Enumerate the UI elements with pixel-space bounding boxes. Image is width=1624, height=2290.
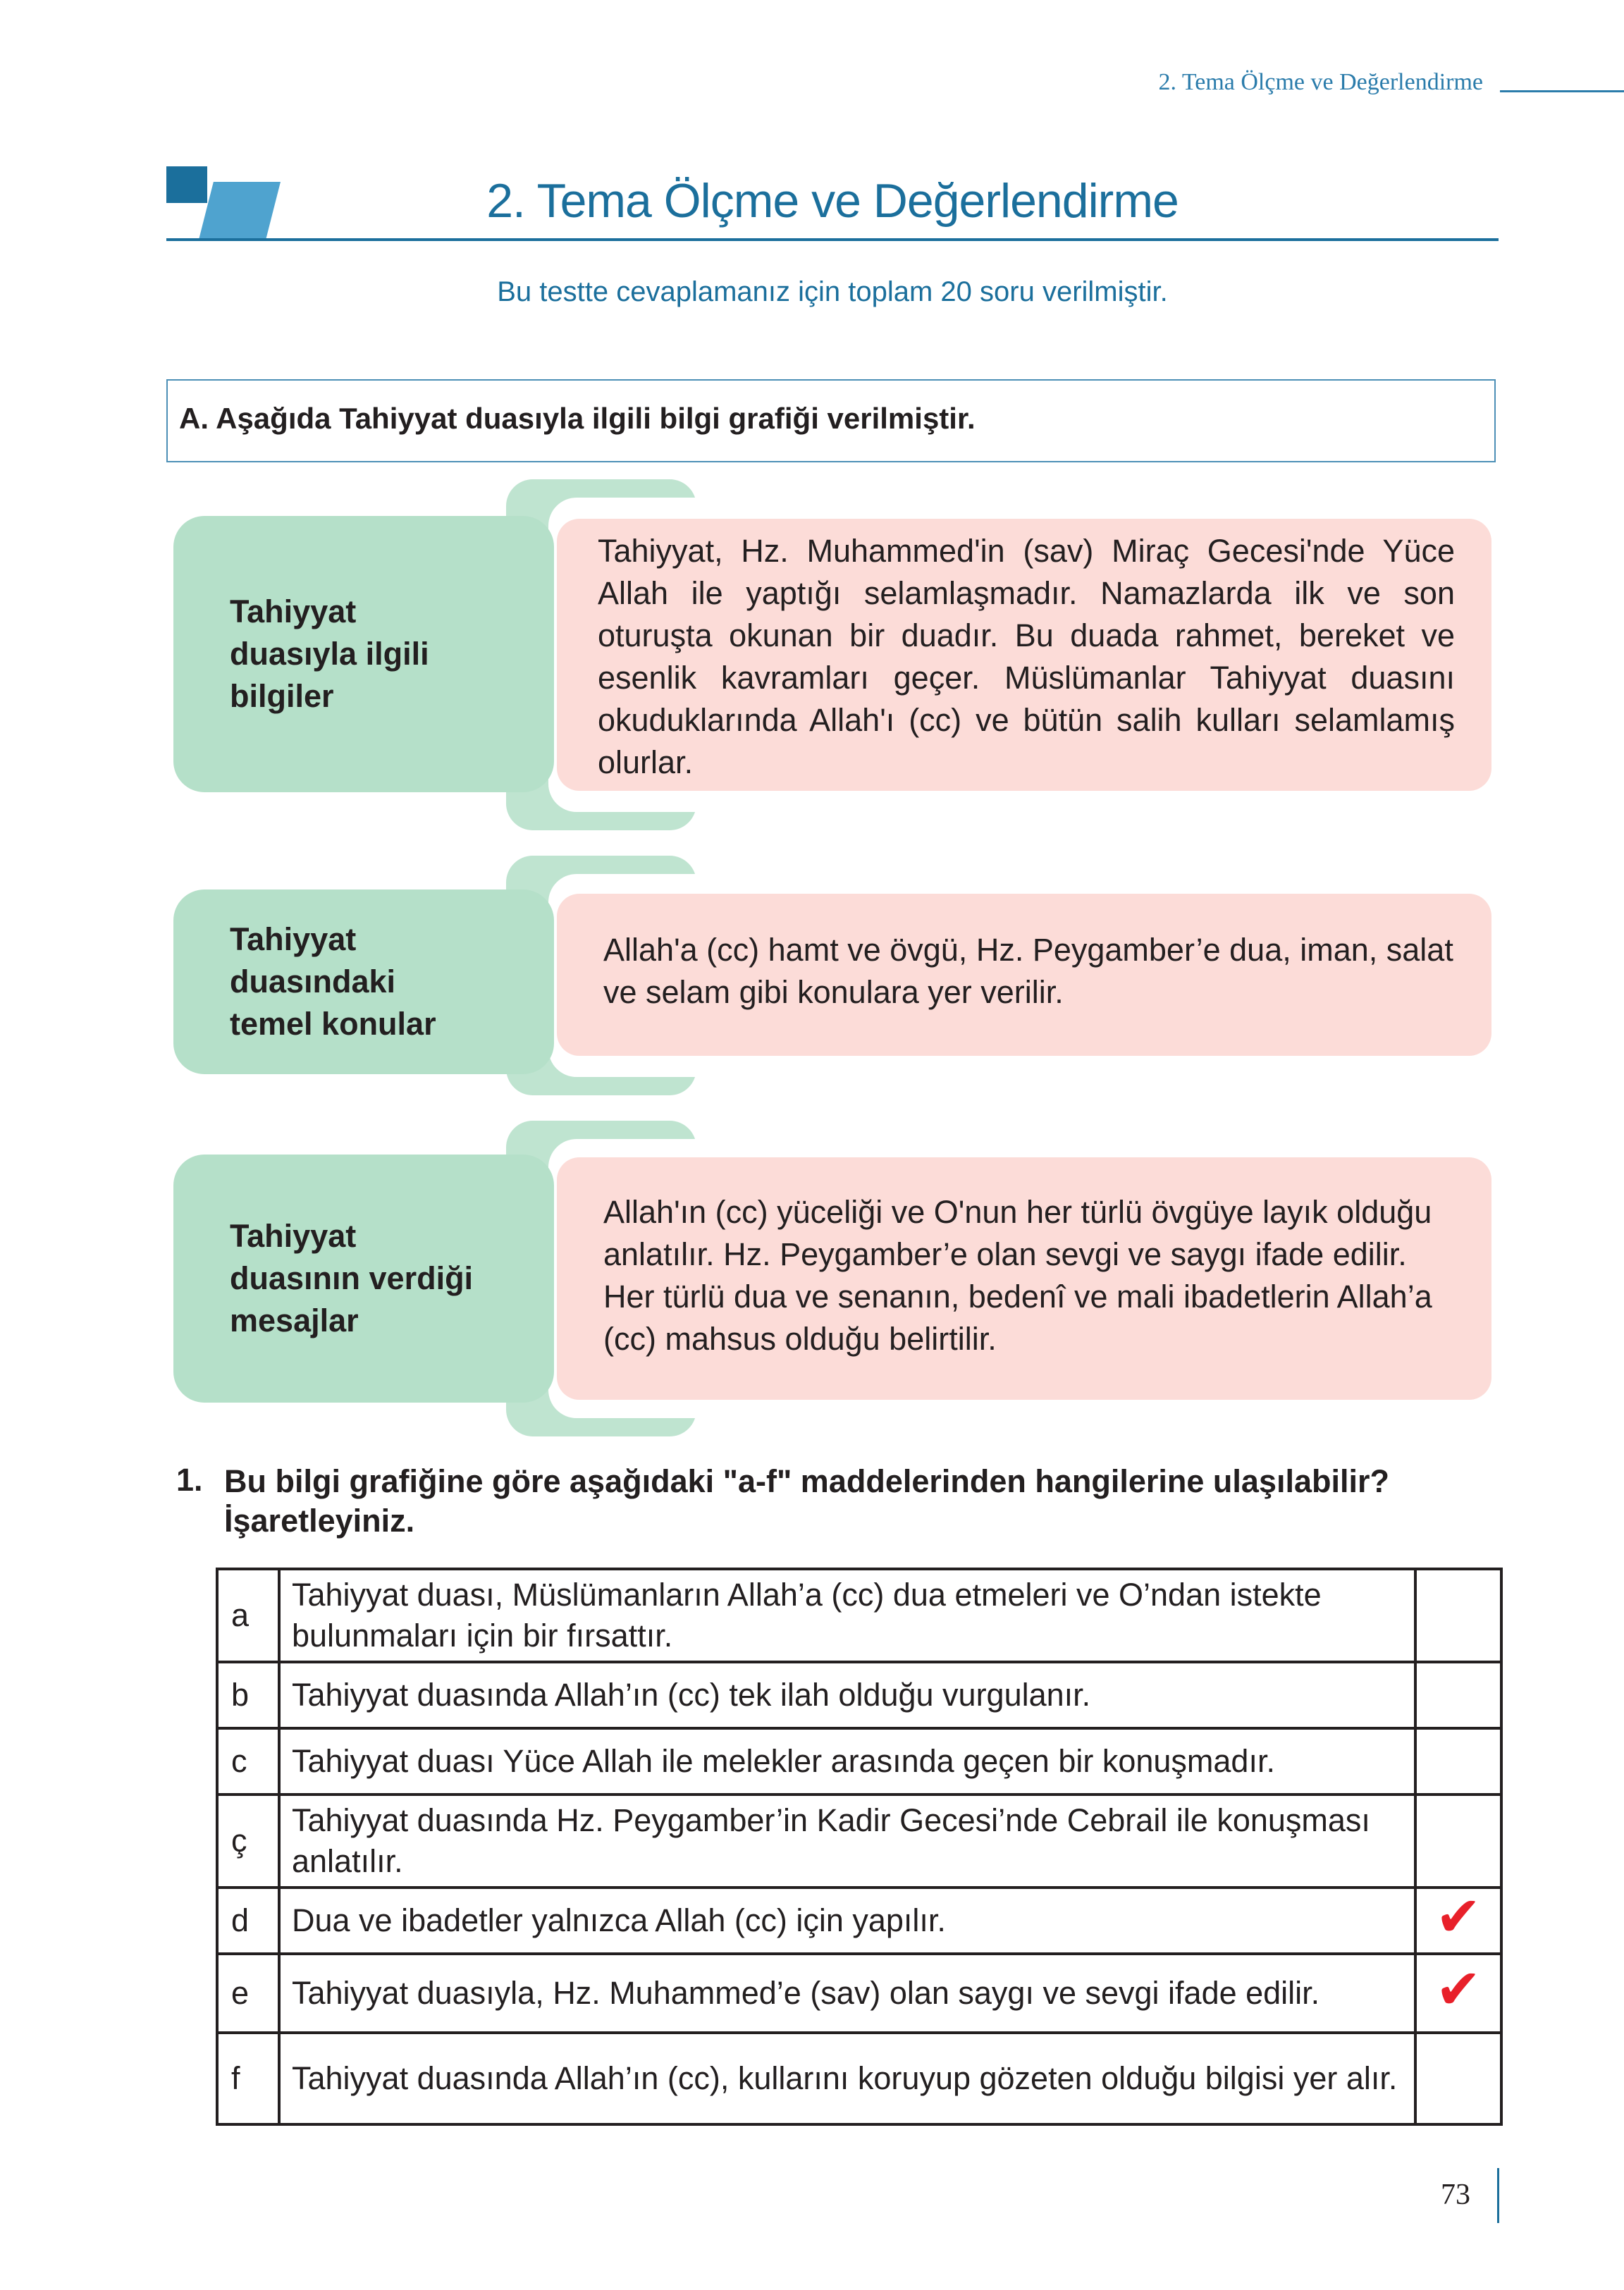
title-rule	[166, 238, 1499, 241]
option-text: Tahiyyat duası Yüce Allah ile melekler arasında geçen bir konuşmadır.	[279, 1728, 1415, 1795]
check-icon: ✔	[1435, 1957, 1482, 2021]
answer-checkbox[interactable]	[1415, 1954, 1501, 2033]
table-row	[217, 1888, 1501, 1954]
option-text: Tahiyyat duasında Allah’ın (cc), kullarını koruyup gözeten olduğu bilgisi yer alır.	[279, 2033, 1415, 2124]
section-a-box	[166, 379, 1496, 462]
row-3-label-box	[173, 1155, 554, 1403]
running-header: 2. Tema Ölçme ve Değerlendirme	[1158, 69, 1483, 95]
option-letter: e	[217, 1954, 279, 2033]
table-row	[217, 2033, 1501, 2124]
option-text: Tahiyyat duasında Hz. Peygamber’in Kadir Gecesi’nde Cebrail ile konuşması anlatılır.	[279, 1795, 1415, 1888]
answer-checkbox[interactable]	[1415, 1662, 1501, 1728]
option-letter: d	[217, 1888, 279, 1954]
answer-checkbox[interactable]	[1415, 1728, 1501, 1795]
option-letter: a	[217, 1569, 279, 1662]
check-icon: ✔	[1435, 1885, 1482, 1949]
option-letter: c	[217, 1728, 279, 1795]
page-title: 2. Tema Ölçme ve Değerlendirme	[486, 174, 1179, 228]
option-text: Tahiyyat duası, Müslümanların Allah’a (cc) dua etmeleri ve O’ndan istekte bulunmaları için bir fırsattır.	[279, 1569, 1415, 1662]
option-letter: b	[217, 1662, 279, 1728]
row-3-text-box	[557, 1157, 1491, 1400]
row-2-text-box	[557, 894, 1491, 1056]
answer-checkbox[interactable]	[1415, 1569, 1501, 1662]
row-2-text: Allah'a (cc) hamt ve övgü, Hz. Peygamber’e dua, iman, salat ve selam gibi konulara yer verilir.	[603, 932, 1453, 1010]
option-letter: ç	[217, 1795, 279, 1888]
option-letter: f	[217, 2033, 279, 2124]
row-1-label-box	[173, 516, 554, 792]
row-3-label: Tahiyyat duasının verdiği mesajlar	[230, 1218, 474, 1338]
question-number: 1.	[176, 1462, 203, 1498]
question-text: Bu bilgi grafiğine göre aşağıdaki "a-f" maddelerinden hangilerine ulaşılabilir? İşaretleyiniz.	[224, 1463, 1390, 1539]
section-a-heading: A. Aşağıda Tahiyyat duasıyla ilgili bilgi grafiği verilmiştir.	[179, 402, 976, 435]
answer-checkbox[interactable]	[1415, 1885, 1501, 1954]
running-header-rule	[1500, 90, 1624, 92]
row-1-text-box	[557, 519, 1491, 791]
table-row	[217, 1954, 1501, 2033]
answer-checkbox[interactable]	[1415, 1795, 1501, 1888]
page-number-rule	[1497, 2168, 1499, 2223]
option-text: Tahiyyat duasıyla, Hz. Muhammed’e (sav) olan saygı ve sevgi ifade edilir.	[279, 1954, 1415, 2033]
page-subtitle: Bu testte cevaplamanız için toplam 20 soru verilmiştir.	[497, 276, 1168, 307]
option-text: Tahiyyat duasında Allah’ın (cc) tek ilah olduğu vurgulanır.	[279, 1662, 1415, 1728]
table-row	[217, 1795, 1501, 1888]
table-row	[217, 1662, 1501, 1728]
options-table	[216, 1568, 1503, 2126]
table-row	[217, 1728, 1501, 1795]
table-row	[217, 1569, 1501, 1662]
row-1-text: Tahiyyat, Hz. Muhammed'in (sav) Miraç Gecesi'nde Yüce Allah ile yaptığı selamlaşmadır. Namazlarda ilk ve son oturuşta okunan bir duadır. Bu duada rahmet, bereket ve esenlik kavramları geçer. Müslümanlar Tahiyyat duasını okuduklarında Allah'ı (cc) ve bütün salih kulları selamlamış olurlar.	[598, 533, 1455, 780]
row-2-label-box	[173, 889, 554, 1074]
row-2-label: Tahiyyat duasındaki temel konular	[230, 921, 436, 1042]
row-1-label: Tahiyyat duasıyla ilgili bilgiler	[230, 593, 429, 714]
answer-checkbox[interactable]	[1415, 2033, 1501, 2124]
row-3-text: Allah'ın (cc) yüceliği ve O'nun her türlü övgüye layık olduğu anlatılır. Hz. Peygamber’e olan sevgi ve saygı ifade edilir. Her türlü dua ve senanın, bedenî ve mali ibadetlerin Allah’a (cc) mahsus olduğu belirtilir.	[603, 1194, 1432, 1357]
page-number: 73	[1441, 2179, 1470, 2211]
option-text: Dua ve ibadetler yalnızca Allah (cc) için yapılır.	[279, 1888, 1415, 1954]
